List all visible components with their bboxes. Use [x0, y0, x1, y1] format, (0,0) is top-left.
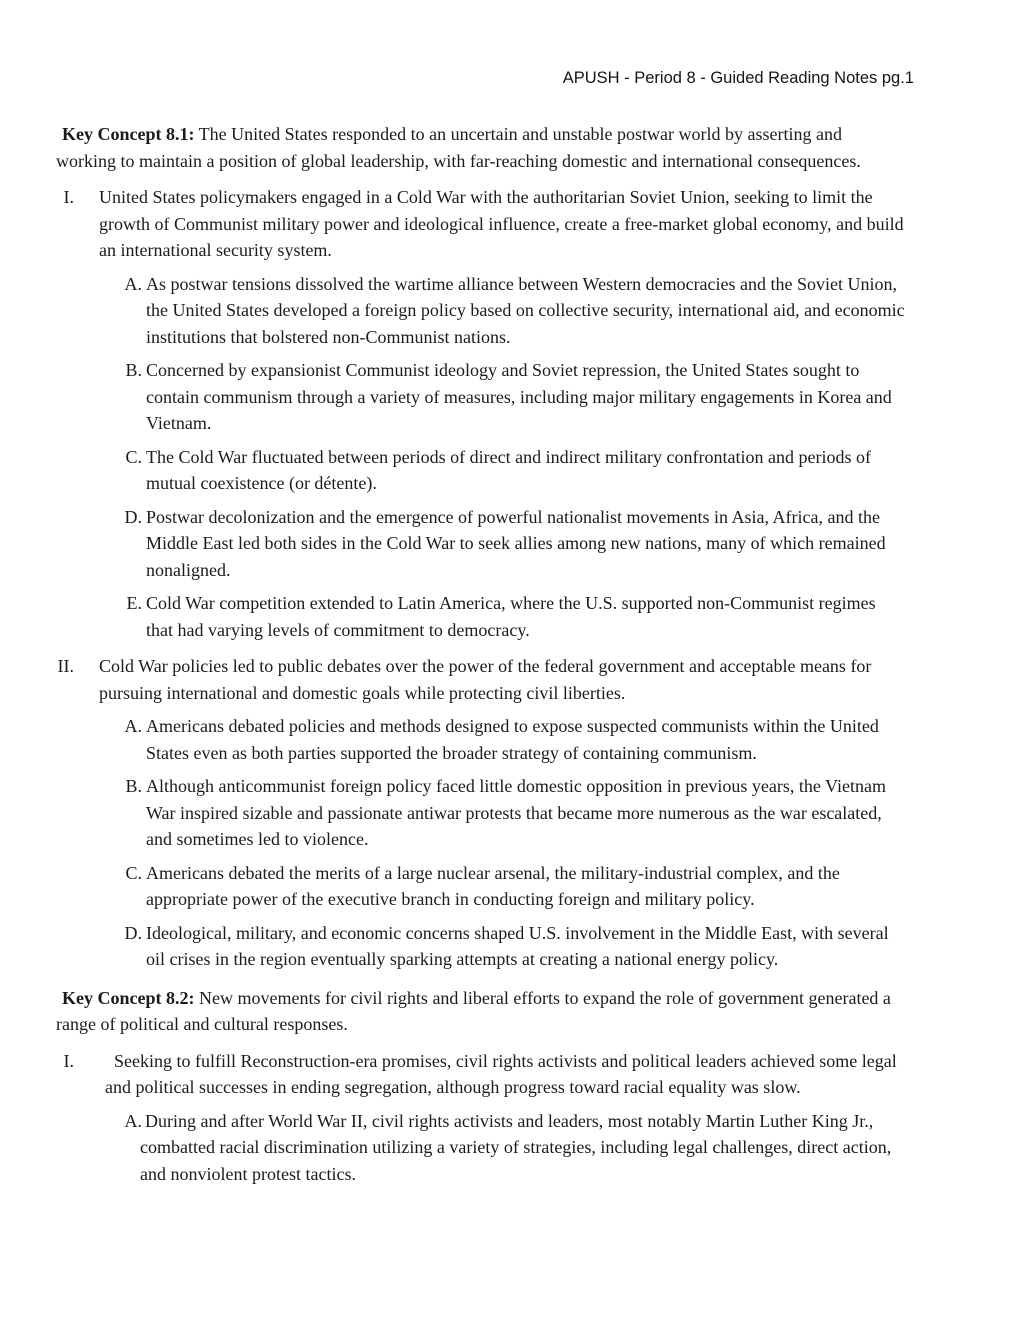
point-letter: C. [125, 446, 142, 467]
point-item [0, 773, 1020, 853]
point-item [0, 713, 1020, 766]
point-text: Concerned by expansionist Communist ideology and Soviet repression, the United States sought to contain communism through a variety of measures, including major military engagements in Korea and Vietnam. [146, 360, 892, 433]
point-item [0, 1108, 1020, 1188]
point-text: Ideological, military, and economic concerns shaped U.S. involvement in the Middle East, with several oil crises in the region eventually sparking attempts at creating a national energy policy. [146, 922, 889, 969]
key-concept-8-1-heading [56, 121, 905, 174]
key-concept-8-1-text: The United States responded to an uncertain and unstable postwar world by asserting and working to maintain a position of global leadership, with far-reaching domestic and international consequences. [56, 124, 861, 171]
section-numeral: I. [63, 1050, 74, 1071]
point-text: Americans debated policies and methods designed to expose suspected communists within the United States even as both parties supported the broader strategy of containing communism. [146, 716, 879, 763]
point-letter: C. [125, 862, 142, 883]
point-letter: A. [124, 273, 142, 294]
point-item [0, 444, 1020, 497]
key-concept-8-2-label: Key Concept 8.2: [62, 987, 195, 1008]
section-text: Seeking to fulfill Reconstruction-era promises, civil rights activists and political leaders achieved some legal and political successes in ending segregation, although progress toward racial equality was slow. [105, 1050, 897, 1097]
point-letter: B. [125, 360, 142, 380]
point-letter: D. [124, 922, 142, 943]
point-item [0, 504, 1020, 584]
point-letter: D. [124, 506, 142, 527]
point-text: During and after World War II, civil rights activists and leaders, most notably Martin Luther King Jr., combatted racial discrimination utilizing a variety of strategies, including legal challenges, direct action, and nonviolent protest tactics. [140, 1110, 892, 1184]
point-text: As postwar tensions dissolved the wartime alliance between Western democracies and the Soviet Union, the United States developed a foreign policy based on collective security, international aid, and economic institutions that bolstered non-Communist nations. [146, 273, 905, 347]
section-item [0, 184, 1020, 264]
section-item [0, 653, 1020, 706]
document-body [0, 89, 1020, 1187]
key-concept-8-1-label: Key Concept 8.1: [62, 124, 195, 144]
point-letter: E. [126, 593, 142, 613]
key-concept-8-2-heading [56, 985, 905, 1038]
section-text: United States policymakers engaged in a Cold War with the authoritarian Soviet Union, seeking to limit the growth of Communist military power and ideological influence, create a free-market global economy, and build an international security system. [99, 187, 904, 260]
point-text: Postwar decolonization and the emergence of powerful nationalist movements in Asia, Africa, and the Middle East led both sides in the Cold War to seek allies among new nations, many of which remained nonaligned. [146, 506, 886, 580]
point-text: The Cold War fluctuated between periods of direct and indirect military confrontation and periods of mutual coexistence (or détente). [146, 446, 871, 493]
point-item [0, 271, 1020, 351]
page-header-title: APUSH - Period 8 - Guided Reading Notes pg.1 [562, 69, 914, 87]
section-item [0, 1048, 1020, 1101]
point-item [0, 920, 1020, 973]
section-text: Cold War policies led to public debates over the power of the federal government and acceptable means for pursuing international and domestic goals while protecting civil liberties. [99, 656, 872, 703]
point-item [0, 590, 1020, 643]
section-numeral: II. [57, 656, 74, 676]
point-text: Although anticommunist foreign policy faced little domestic opposition in previous years, the Vietnam War inspired sizable and passionate antiwar protests that became more numerous as the war escalated, and sometimes led to violence. [146, 776, 886, 849]
key-concept-8-2-text: New movements for civil rights and liberal efforts to expand the role of government generated a range of political and cultural responses. [56, 987, 891, 1034]
point-text: Americans debated the merits of a large nuclear arsenal, the military-industrial complex, and the appropriate power of the executive branch in conducting foreign and military policy. [146, 862, 840, 909]
section-numeral: I. [63, 187, 74, 207]
point-item [0, 357, 1020, 437]
point-letter: A. [124, 1110, 142, 1131]
page-header [0, 0, 1020, 89]
point-item [0, 860, 1020, 913]
point-letter: A. [124, 716, 142, 736]
point-text: Cold War competition extended to Latin America, where the U.S. supported non-Communist regimes that had varying levels of commitment to democracy. [146, 593, 876, 640]
point-letter: B. [125, 776, 142, 796]
